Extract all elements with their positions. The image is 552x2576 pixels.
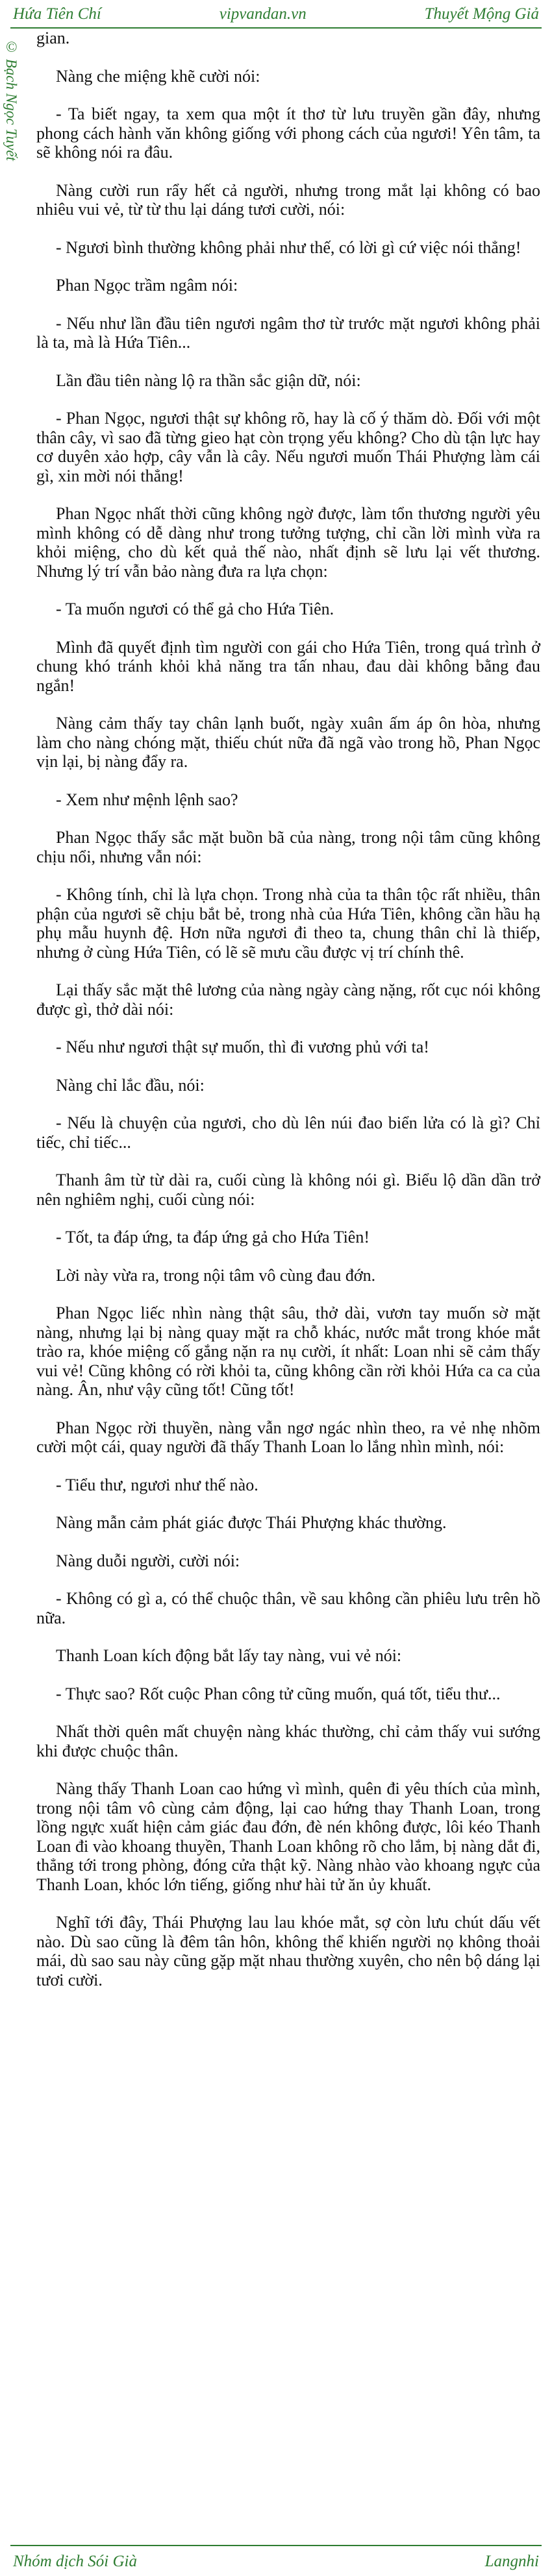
author-name: Thuyết Mộng Giả bbox=[424, 5, 539, 23]
translator-name: Langnhi bbox=[484, 2553, 539, 2570]
paragraph: Phan Ngọc thấy sắc mặt buồn bã của nàng, trong nội tâm cũng không chịu nổi, nhưng vẫn nói: bbox=[36, 828, 540, 866]
paragraph: - Không có gì a, có thể chuộc thân, về sau không cần phiêu lưu trên hồ nữa. bbox=[36, 1589, 540, 1627]
paragraph: - Nếu như lần đầu tiên ngươi ngâm thơ từ trước mặt ngươi không phải là ta, mà là Hứa Tiên... bbox=[36, 313, 540, 352]
paragraph: Lại thấy sắc mặt thê lương của nàng ngày càng nặng, rốt cục nói không được gì, thở dài nói: bbox=[36, 980, 540, 1019]
paragraph: Nghĩ tới đây, Thái Phượng lau lau khóe mắt, sợ còn lưu chút dấu vết nào. Dù sao cũng là đêm tân hôn, không thể khiến người nọ không thoải mái, dù sao sau này cũng gặp mặt nhau thường xuyên, cho nên bộ dáng lại tươi cười. bbox=[36, 1913, 540, 1989]
paragraph: Thanh Loan kích động bắt lấy tay nàng, vui vẻ nói: bbox=[56, 1646, 402, 1665]
paragraph: Mình đã quyết định tìm người con gái cho Hứa Tiên, trong quá trình ở chung khó tránh khỏi khả năng tra tấn nhau, đau dài không bằng đau ngắn! bbox=[36, 637, 540, 695]
paragraph: - Ngươi bình thường không phải như thế, có lời gì cứ việc nói thẳng! bbox=[56, 237, 521, 257]
paragraph: Nàng che miệng khẽ cười nói: bbox=[56, 66, 260, 86]
paragraph: - Ta biết ngay, ta xem qua một ít thơ từ lưu truyền gần đây, nhưng phong cách hành văn không giống với phong cách của ngươi! Yên tâm, ta sẽ không nói ra đâu. bbox=[36, 104, 540, 162]
story-text bbox=[36, 29, 540, 2008]
paragraph: Phan Ngọc rời thuyền, nàng vẫn ngơ ngác nhìn theo, ra vẻ nhẹ nhõm cười một cái, quay người đã thấy Thanh Loan lo lắng nhìn mình, nói: bbox=[36, 1418, 540, 1456]
paragraph: Lần đầu tiên nàng lộ ra thần sắc giận dữ, nói: bbox=[56, 371, 361, 390]
translator-group: Nhóm dịch Sói Già bbox=[13, 2553, 137, 2570]
paragraph: - Thực sao? Rốt cuộc Phan công tử cũng muốn, quá tốt, tiểu thư... bbox=[56, 1684, 501, 1703]
paragraph: gian. bbox=[36, 29, 70, 47]
footer-divider bbox=[10, 2545, 542, 2546]
paragraph: - Nếu như ngươi thật sự muốn, thì đi vương phủ với ta! bbox=[56, 1038, 429, 1056]
paragraph: Nàng duỗi người, cười nói: bbox=[56, 1551, 240, 1570]
book-title: Hứa Tiên Chí bbox=[13, 5, 101, 23]
page-header bbox=[0, 0, 552, 29]
copyright-side-label: © Bạch Ngọc Tuyết bbox=[3, 39, 19, 161]
paragraph: - Tốt, ta đáp ứng, ta đáp ứng gả cho Hứa Tiên! bbox=[56, 1228, 370, 1246]
paragraph: - Tiểu thư, ngươi như thế nào. bbox=[56, 1475, 258, 1494]
paragraph: Phan Ngọc trầm ngâm nói: bbox=[56, 276, 238, 295]
paragraph: - Không tính, chỉ là lựa chọn. Trong nhà của ta thân tộc rất nhiều, thân phận của ngươi sẽ chịu bắt bẻ, trong nhà của Hứa Tiên, không cần hầu hạ phụ mẫu huynh đệ. Hơn nữa ngươi đi theo ta, chung thân chỉ là thiếp, nhưng ở cùng Hứa Tiên, có lẽ sẽ mưu cầu được vị trí chính thê. bbox=[36, 885, 540, 962]
paragraph: Lời này vừa ra, trong nội tâm vô cùng đau đớn. bbox=[56, 1265, 376, 1285]
paragraph: Nhất thời quên mất chuyện nàng khác thường, chỉ cảm thấy vui sướng khi được chuộc thân. bbox=[36, 1722, 540, 1760]
paragraph: Phan Ngọc nhất thời cũng không ngờ được, làm tổn thương người yêu mình không có dễ dàng như trong tưởng tượng, chỉ cần lời mình vừa ra khỏi miệng, cho dù kết quả thế nào, nhất định sẽ lưu lại vết thương. Nhưng lý trí vẫn bảo nàng đưa ra lựa chọn: bbox=[36, 504, 540, 581]
paragraph: Nàng mẫn cảm phát giác được Thái Phượng khác thường. bbox=[56, 1513, 447, 1532]
paragraph: Nàng cười run rẩy hết cả người, nhưng trong mắt lại không có bao nhiêu vui vẻ, từ từ thu lại dáng tươi cười, nói: bbox=[36, 180, 540, 219]
paragraph: Phan Ngọc liếc nhìn nàng thật sâu, thở dài, vươn tay muốn sờ mặt nàng, nhưng lại bị nàng quay mặt ra chỗ khác, nước mắt trong khóe mắt trào ra, khóe miệng cố gắng nặn ra nụ cười, ít nhất: Loan nhi sẽ cảm thấy vui vẻ! Cũng không có rời khỏi ta, cũng không cần rời khỏi Hứa ca ca của nàng. Ân, như vậy cũng tốt! Cũng tốt! bbox=[36, 1304, 540, 1399]
site-name: vipvandan.vn bbox=[219, 5, 307, 23]
paragraph: Nàng chỉ lắc đầu, nói: bbox=[56, 1075, 205, 1095]
paragraph: - Xem như mệnh lệnh sao? bbox=[56, 790, 238, 809]
paragraph: Thanh âm từ từ dài ra, cuối cùng là không nói gì. Biểu lộ dần dần trở nên nghiêm nghị, cuối cùng nói: bbox=[36, 1171, 540, 1209]
paragraph: Nàng thấy Thanh Loan cao hứng vì mình, quên đi yêu thích của mình, trong nội tâm vô cùng cảm động, lại cao hứng thay Thanh Loan, trong lồng ngực xuất hiện cảm giác đau đớn, đè nén không được, lôi kéo Thanh Loan đi vào khoang thuyền, Thanh Loan không rõ cho lắm, bị nàng dắt đi, thẳng tới trong phòng, đóng cửa thật kỹ. Nàng nhào vào khoang ngực của Thanh Loan, khóc lớn tiếng, giống như hài tử ăn ủy khuất. bbox=[36, 1779, 540, 1894]
paragraph: - Phan Ngọc, ngươi thật sự không rõ, hay là cố ý thăm dò. Đối với một thân cây, vì sao đã từng gieo hạt còn trọng yếu không? Cho dù tận lực hay cơ duyên xảo hợp, cây vẫn là cây. Nếu ngươi muốn Thái Phượng làm cái gì, xin mời nói thẳng! bbox=[36, 409, 540, 485]
page-footer bbox=[0, 2547, 552, 2576]
paragraph: - Ta muốn ngươi có thể gả cho Hứa Tiên. bbox=[56, 600, 334, 618]
paragraph: - Nếu là chuyện của ngươi, cho dù lên núi đao biển lửa có là gì? Chỉ tiếc, chỉ tiếc... bbox=[36, 1113, 540, 1152]
paragraph: Nàng cảm thấy tay chân lạnh buốt, ngày xuân ấm áp ôn hòa, nhưng làm cho nàng chóng mặt, thiếu chút nữa đã ngã vào trong hồ, Phan Ngọc vịn lại, bị nàng đẩy ra. bbox=[36, 714, 540, 771]
